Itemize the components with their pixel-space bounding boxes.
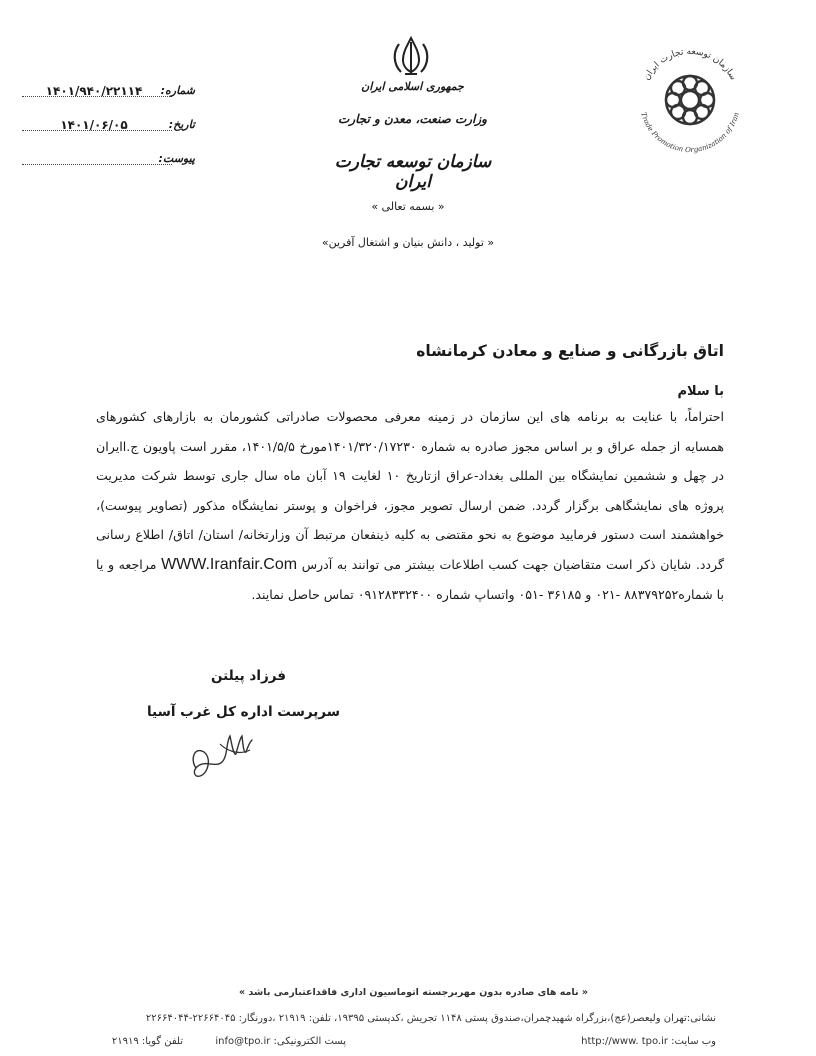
letter-attachment xyxy=(20,152,195,170)
signer-name: فرزاد پیلتن xyxy=(210,668,286,684)
footer-website[interactable]: وب سایت: http://www. tpo.ir xyxy=(581,1036,716,1047)
dotted-line xyxy=(22,96,172,97)
website-link[interactable]: WWW.Iranfair.Com xyxy=(161,555,298,573)
signer-title: سرپرست اداره کل غرب آسیا xyxy=(146,704,340,720)
recipient: اتاق بازرگانی و صنایع و معادن کرمانشاه xyxy=(416,342,724,360)
body-text-end: مراجعه و یا با شماره۸۸۳۷۹۲۵۲ -۰۲۱ و ۳۶۱۸۵ -۰۵۱ واتساپ شماره ۰۹۱۲۸۳۳۲۴۰۰ تماس حاصل نمایند. xyxy=(96,556,724,602)
letter-date xyxy=(20,118,195,136)
letter-number xyxy=(20,84,195,102)
logo-star-icon xyxy=(666,76,714,124)
bismillah: « بسمه تعالی » xyxy=(371,200,445,213)
iran-emblem-icon xyxy=(385,36,437,76)
greeting: با سلام xyxy=(677,384,724,399)
letter-date-label: تاریخ: xyxy=(168,118,195,131)
footer-call-center: تلفن گویا: ۲۱۹۱۹ xyxy=(111,1036,183,1047)
letter-number-label: شماره: xyxy=(160,84,195,97)
logo-text-fa: سازمان توسعه تجارت ایران xyxy=(642,46,738,83)
dotted-line xyxy=(22,130,172,131)
slogan: « تولید ، دانش بنیان و اشتغال آفرین» xyxy=(321,236,495,249)
organization-title: سازمان توسعه تجارت ایران xyxy=(334,152,492,192)
letter-body xyxy=(96,402,724,609)
ministry-title: وزارت صنعت، معدن و تجارت xyxy=(338,112,487,126)
letter-attachment-label: پیوست: xyxy=(158,152,195,165)
signature-icon xyxy=(186,716,266,782)
letter-number-value: ۱۴۰۱/۹۴۰/۲۲۱۱۴ xyxy=(45,84,143,98)
republic-title: جمهوری اسلامی ایران xyxy=(361,80,464,93)
footer-note: « نامه های صادره بدون مهربرجسته اتوماسیون اداری فاقداعتبارمی باشد » xyxy=(238,987,588,998)
body-text-start: احتراماً، با عنایت به برنامه های این سازمان در زمینه معرفی محصولات صادراتی کشورمان به بازارهای کشورهای همسایه از جمله عراق و بر اساس مجوز صادره به شماره ۱۴۰۱/۳۲۰/۱۷۲۳۰مورخ ۱۴۰۱/۵/۵، مقرر است پاویون ج.اایران در چهل و ششمین نمایشگاه بین المللی بغداد-عراق ازتاریخ ۱۰ لغایت ۱۹ آبان ماه سال جاری توسط شرکت مدیریت پروژه های نمایشگاهی برگزار گردد. ضمن ارسال تصویر مجوز، فراخوان و پوستر نمایشگاه مذکور (تصاویر پیوست)، خواهشمند است دستور فرمایید موضوع به نحو مقتضی به کلیه ذینفعان مرتبط آن وزارتخانه/ استان/ اتاق/ اطلاع رسانی گردد. شایان ذکر است متقاضیان جهت کسب اطلاعات بیشتر می توانند به آدرس xyxy=(96,409,724,572)
footer-address: نشانی:تهران ولیعصر(عج)،بزرگراه شهیدچمران،صندوق پستی ۱۱۴۸ تجریش ،کدپستی ۱۹۳۹۵، تلفن: ۲۱۹۱۹ ،دورنگار: ۲۲۶۶۴۰۴۵-۲۲۶۶۴۰۴۴ xyxy=(145,1013,716,1024)
dotted-line xyxy=(22,164,172,165)
letter-date-value: ۱۴۰۱/۰۶/۰۵ xyxy=(60,118,128,132)
tpo-logo xyxy=(630,40,750,160)
footer-email[interactable]: پست الکترونیکی: info@tpo.ir xyxy=(215,1036,346,1047)
logo-text-en: Trade Promotion Organization of Iran xyxy=(639,111,741,155)
